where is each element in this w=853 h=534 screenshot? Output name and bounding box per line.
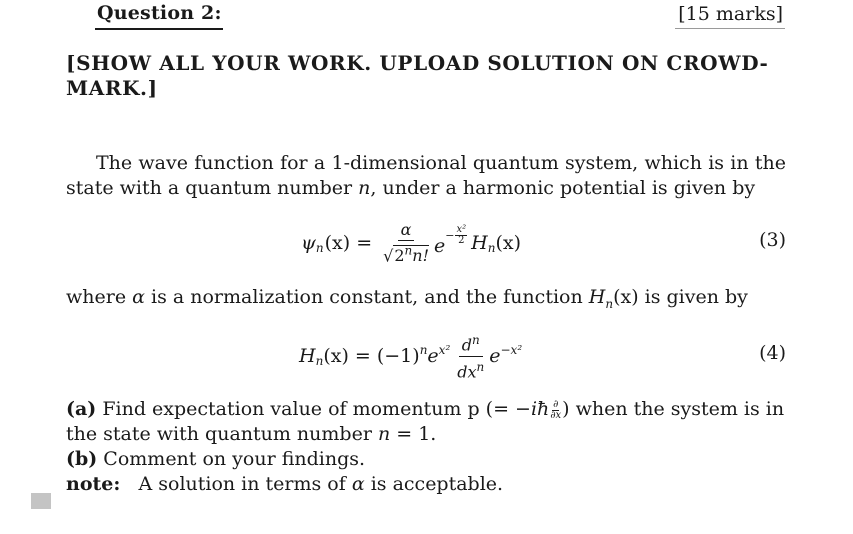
- eq3-exp-num: x²: [456, 224, 467, 235]
- margin-marker: [31, 493, 51, 509]
- eq3-arg: (x) =: [324, 232, 373, 254]
- eq4-lhs-sup: n: [419, 343, 428, 357]
- eq4-H-sub: n: [315, 354, 324, 368]
- intro-var-n: n: [358, 177, 371, 199]
- eq4-lhs-arg: (x) = (−1): [323, 345, 420, 367]
- question-marks: [15 marks]: [678, 3, 783, 25]
- eq4-frac-den-sup: n: [476, 359, 485, 374]
- eq4-e1: e: [427, 345, 439, 367]
- note-text-2: is acceptable.: [364, 473, 504, 495]
- question-title-underline: [95, 28, 223, 30]
- eq4-e2-sup: −x²: [500, 343, 523, 357]
- eq3-exp-den: 2: [458, 235, 465, 246]
- note-text-1: A solution in terms of: [120, 473, 352, 495]
- part-a-line-2: [66, 422, 786, 447]
- where-arg: (x): [613, 286, 639, 308]
- part-a-partial: [550, 400, 561, 421]
- eq4-e2: e: [489, 345, 501, 367]
- part-a-partial-num: ∂: [553, 398, 559, 410]
- eq3-hermite-arg: (x): [495, 232, 521, 254]
- question-parts: [66, 397, 786, 497]
- part-a-label: (a): [66, 398, 97, 420]
- equation-3: [66, 215, 786, 271]
- eq3-exponential: [434, 224, 468, 257]
- note-line: [66, 472, 786, 497]
- where-text-3: is given by: [638, 286, 748, 308]
- intro-text-1: The wave function for a 1-dimensional quantum system, which is in the state with a quantum number: [66, 152, 786, 199]
- intro-paragraph: [66, 151, 786, 201]
- eq3-numerator: α: [400, 219, 412, 239]
- eq4-frac-num-sup: n: [472, 333, 480, 348]
- part-b-text: Comment on your findings.: [97, 448, 366, 470]
- eq3-exp-minus: −: [445, 229, 455, 242]
- eq3-exp-fraction: [455, 225, 467, 246]
- eq3-hermite-sub: n: [487, 241, 496, 255]
- eq4-derivative: [454, 330, 487, 382]
- eq4-frac-num: d: [461, 335, 472, 355]
- eq3-fraction: [380, 220, 432, 266]
- eq3-psi-sub: n: [315, 241, 324, 255]
- marks-underline: [675, 28, 785, 29]
- eq3-den-tail: n!: [412, 246, 429, 266]
- intro-text-2: , under a harmonic potential is given by: [370, 177, 756, 199]
- eq3-den-body: 2: [394, 246, 405, 266]
- eq3-sqrt-sign: √: [383, 246, 394, 266]
- equation-4-number: (4): [759, 342, 786, 364]
- part-b-label: (b): [66, 448, 98, 470]
- where-text-2: is a normalization constant, and the function: [144, 286, 589, 308]
- part-a-line-1: [66, 397, 786, 422]
- eq3-den-sup: n: [404, 243, 413, 258]
- eq3-exp-base: e: [434, 235, 446, 257]
- note-alpha: α: [351, 473, 365, 495]
- equation-4: [66, 328, 786, 384]
- instruction-line-1: [SHOW ALL YOUR WORK. UPLOAD SOLUTION ON CROWD-: [66, 51, 769, 75]
- part-a-text-1: Find expectation value of momentum p (= −: [96, 398, 531, 420]
- eq3-psi: ψ: [301, 232, 316, 254]
- where-paragraph: [66, 285, 786, 317]
- part-a-line2-text-2: = 1.: [390, 423, 437, 445]
- equation-4-formula: [299, 328, 522, 384]
- part-a-line2-text-1: the state with quantum number: [66, 423, 378, 445]
- eq3-hermite: H: [471, 232, 488, 254]
- part-a-text-2: ) when the system is in: [562, 398, 785, 420]
- eq4-H: H: [299, 345, 316, 367]
- part-b-line: [66, 447, 786, 472]
- eq4-frac-den: dx: [457, 361, 477, 381]
- part-a-ih: iħ: [530, 398, 550, 420]
- equation-3-number: (3): [759, 229, 786, 251]
- question-title: Question 2:: [97, 2, 222, 24]
- note-label: note:: [66, 473, 121, 495]
- where-H: H: [588, 286, 606, 308]
- part-a-partial-den: ∂x: [550, 409, 562, 421]
- equation-3-formula: [301, 215, 521, 271]
- where-alpha: α: [132, 286, 145, 308]
- instruction-line-2: MARK.]: [66, 76, 158, 100]
- upload-instruction: [66, 51, 786, 101]
- part-a-line2-n: n: [377, 423, 391, 445]
- where-text-1: where: [66, 286, 133, 308]
- eq4-e1-sup: x²: [438, 343, 451, 357]
- where-H-sub: n: [605, 296, 614, 311]
